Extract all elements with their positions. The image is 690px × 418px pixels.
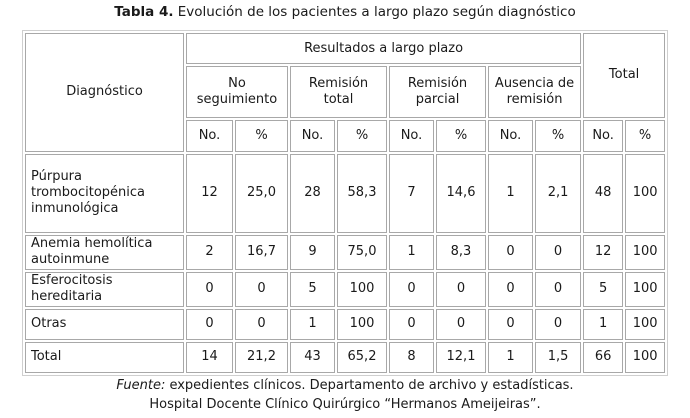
cell: 1 xyxy=(290,309,335,340)
cell: 12,1 xyxy=(436,342,486,373)
cell: 100 xyxy=(625,154,665,233)
subheader-pct: % xyxy=(235,120,288,152)
cell: 25,0 xyxy=(235,154,288,233)
cell: 66 xyxy=(583,342,623,373)
cell: 0 xyxy=(436,309,486,340)
cell: 12 xyxy=(583,235,623,270)
cell: 1 xyxy=(488,154,533,233)
cell: 100 xyxy=(337,309,387,340)
cell: 16,7 xyxy=(235,235,288,270)
cell: 12 xyxy=(186,154,233,233)
cell: 2,1 xyxy=(535,154,581,233)
cell: 0 xyxy=(389,309,434,340)
cell: 100 xyxy=(337,272,387,307)
cell: 8 xyxy=(389,342,434,373)
cell: 100 xyxy=(625,309,665,340)
header-ausencia-remision: Ausencia de remisión xyxy=(488,66,581,118)
row-label: Anemia hemolítica autoinmune xyxy=(25,235,184,270)
cell: 0 xyxy=(186,272,233,307)
cell: 0 xyxy=(535,309,581,340)
footnote-source-label: Fuente: xyxy=(116,378,166,393)
header-remision-total: Remisión total xyxy=(290,66,387,118)
footnote-source-text: expedientes clínicos. Departamento de archivo y estadísticas. xyxy=(165,378,574,393)
caption-label: Tabla 4. xyxy=(114,4,174,20)
header-resultados: Resultados a largo plazo xyxy=(186,33,581,64)
results-table xyxy=(23,31,667,375)
cell: 1 xyxy=(583,309,623,340)
subheader-no: No. xyxy=(290,120,335,152)
table-row xyxy=(25,309,665,340)
table-caption xyxy=(0,4,690,20)
cell: 0 xyxy=(488,309,533,340)
subheader-no: No. xyxy=(186,120,233,152)
cell: 0 xyxy=(535,272,581,307)
cell: 9 xyxy=(290,235,335,270)
cell: 2 xyxy=(186,235,233,270)
cell: 0 xyxy=(488,272,533,307)
subheader-no: No. xyxy=(389,120,434,152)
cell: 48 xyxy=(583,154,623,233)
cell: 21,2 xyxy=(235,342,288,373)
table-row xyxy=(25,154,665,233)
cell: 1,5 xyxy=(535,342,581,373)
cell: 5 xyxy=(290,272,335,307)
subheader-pct: % xyxy=(436,120,486,152)
cell: 0 xyxy=(235,309,288,340)
subheader-no: No. xyxy=(583,120,623,152)
cell: 1 xyxy=(488,342,533,373)
cell: 0 xyxy=(235,272,288,307)
cell: 14,6 xyxy=(436,154,486,233)
subheader-pct: % xyxy=(337,120,387,152)
row-label: Otras xyxy=(25,309,184,340)
table-footnote xyxy=(0,376,690,414)
header-total: Total xyxy=(583,33,665,118)
cell: 100 xyxy=(625,235,665,270)
cell: 100 xyxy=(625,272,665,307)
footnote-line-2: Hospital Docente Clínico Quirúrgico “Hermanos Ameijeiras”. xyxy=(149,397,541,412)
subheader-no: No. xyxy=(488,120,533,152)
cell: 8,3 xyxy=(436,235,486,270)
cell: 7 xyxy=(389,154,434,233)
results-table-container xyxy=(22,30,668,376)
cell: 5 xyxy=(583,272,623,307)
subheader-pct: % xyxy=(535,120,581,152)
table-row-total xyxy=(25,342,665,373)
row-label: Púrpura trombocitopénica inmunológica xyxy=(25,154,184,233)
cell: 43 xyxy=(290,342,335,373)
row-label: Esferocitosis hereditaria xyxy=(25,272,184,307)
cell: 100 xyxy=(625,342,665,373)
cell: 0 xyxy=(535,235,581,270)
row-label: Total xyxy=(25,342,184,373)
header-diagnostico: Diagnóstico xyxy=(25,33,184,152)
cell: 75,0 xyxy=(337,235,387,270)
table-row xyxy=(25,272,665,307)
cell: 65,2 xyxy=(337,342,387,373)
cell: 0 xyxy=(389,272,434,307)
subheader-pct: % xyxy=(625,120,665,152)
cell: 0 xyxy=(436,272,486,307)
cell: 0 xyxy=(488,235,533,270)
header-no-seguimiento: No seguimiento xyxy=(186,66,288,118)
cell: 14 xyxy=(186,342,233,373)
cell: 0 xyxy=(186,309,233,340)
caption-title: Evolución de los pacientes a largo plazo según diagnóstico xyxy=(173,4,576,20)
cell: 1 xyxy=(389,235,434,270)
cell: 58,3 xyxy=(337,154,387,233)
cell: 28 xyxy=(290,154,335,233)
footnote-line-1 xyxy=(0,376,690,395)
table-row xyxy=(25,235,665,270)
header-remision-parcial: Remisión parcial xyxy=(389,66,486,118)
